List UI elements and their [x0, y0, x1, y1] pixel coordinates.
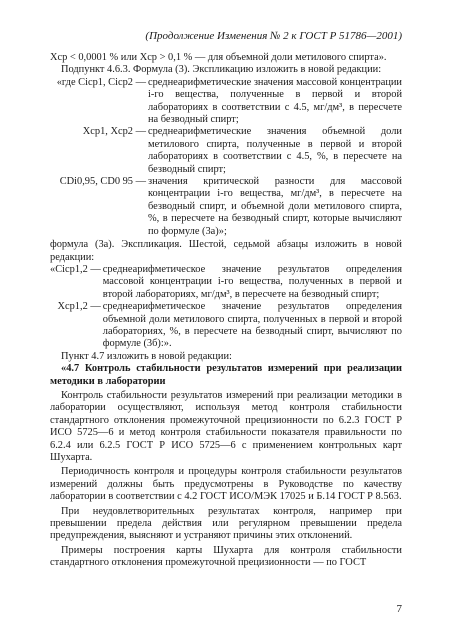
paragraph: Контроль стабильности результатов измерений при реализации методики в лаборатории осуществляют, используя метод контроля стабильности стандартного отклонения промежуточной прецизионности по 6.2.3 ГОСТ Р ИСО 5725—6 и метод контроля стабильности показателя правильности по 6.2.4 или 6.2.5 ГОСТ Р ИСО 5725—6 с применением контрольных карт Шухарта. [50, 389, 402, 463]
definition-term: Xср1, Xср2 — [82, 126, 146, 138]
section-heading: «4.7 Контроль стабильности результатов измерений при реализации методики в лаборатории [50, 363, 402, 387]
definition-term: «Ciср1,2 — [50, 263, 101, 275]
definition-desc: среднеарифметическое значение результатов определения массовой концентрации i-го вещества, полученных в первой и второй лабораториях, мг/дм³, в пересчете на безводный спирт; [102, 263, 402, 300]
definition-desc: среднеарифметическое значение результатов определения объемной доли метилового спирта, полученных в первой и второй лабораториях, %, в пересчете на безводный спирт, вычисляют по формуле (3б):». [102, 301, 402, 350]
page-header: (Продолжение Изменения № 2 к ГОСТ Р 51786—2001) [145, 30, 402, 42]
subclause-4-6-3: Подпункт 4.6.3. Формула (3). Экспликацию изложить в новой редакции: [61, 64, 382, 76]
formula-3a-note: формула (3а). Экспликация. Шестой, седьмой абзацы изложить в новой редакции: [50, 239, 402, 263]
definition-desc: среднеарифметические значения массовой концентрации i-го вещества, полученные в первой и второй лабораториях в соответствии с 4.5, мг/дм³, в пересчете на безводный спирт; [148, 76, 402, 126]
explication-list-2 [50, 264, 402, 351]
definition-item [50, 264, 402, 301]
explication-list-1 [50, 77, 402, 238]
definition-item [50, 126, 402, 176]
definition-term: Xср1,2 — [57, 301, 101, 313]
document-body [50, 52, 402, 570]
definition-item [50, 77, 402, 127]
definition-desc: значения критической разности для массовой концентрации i-го вещества, мг/дм³, в пересчете на безводный спирт, и объемной доли метилового спирта, %, в пересчете на безводный спирт, которые вычисляют по формуле (3а)»; [148, 176, 402, 237]
paragraph: Периодичность контроля и процедуры контроля стабильности результатов измерений должны быть предусмотрены в Руководстве по качеству лаборатории в соответствии с 4.2 ГОСТ ИСО/МЭК 17025 и Б.14 ГОСТ Р 8.563. [50, 466, 402, 503]
paragraph: Примеры построения карты Шухарта для контроля стабильности стандартного отклонения промежуточной прецизионности — по ГОСТ [50, 544, 402, 569]
definition-desc: среднеарифметические значения объемной доли метилового спирта, полученные в первой и второй лабораториях в соответствии с 4.5, %, в пересчете на безводный спирт; [148, 126, 402, 175]
clause-4-7-note: Пункт 4.7 изложить в новой редакции: [61, 350, 232, 362]
line-top: Xср < 0,0001 % или Xср > 0,1 % — для объемной доли метилового спирта». [50, 52, 387, 63]
definition-item [50, 301, 402, 351]
definition-item [50, 176, 402, 238]
paragraph: При неудовлетворительных результатах контроля, например при превышении предела действия или регулярном превышении предела предупреждения, выясняют и устраняют причины этих отклонений. [50, 505, 402, 542]
definition-term: «где Ciср1, Ciср2 — [56, 76, 146, 88]
definition-term: CDi0,95, CD0 95 — [59, 176, 146, 188]
page-number: 7 [396, 603, 402, 615]
